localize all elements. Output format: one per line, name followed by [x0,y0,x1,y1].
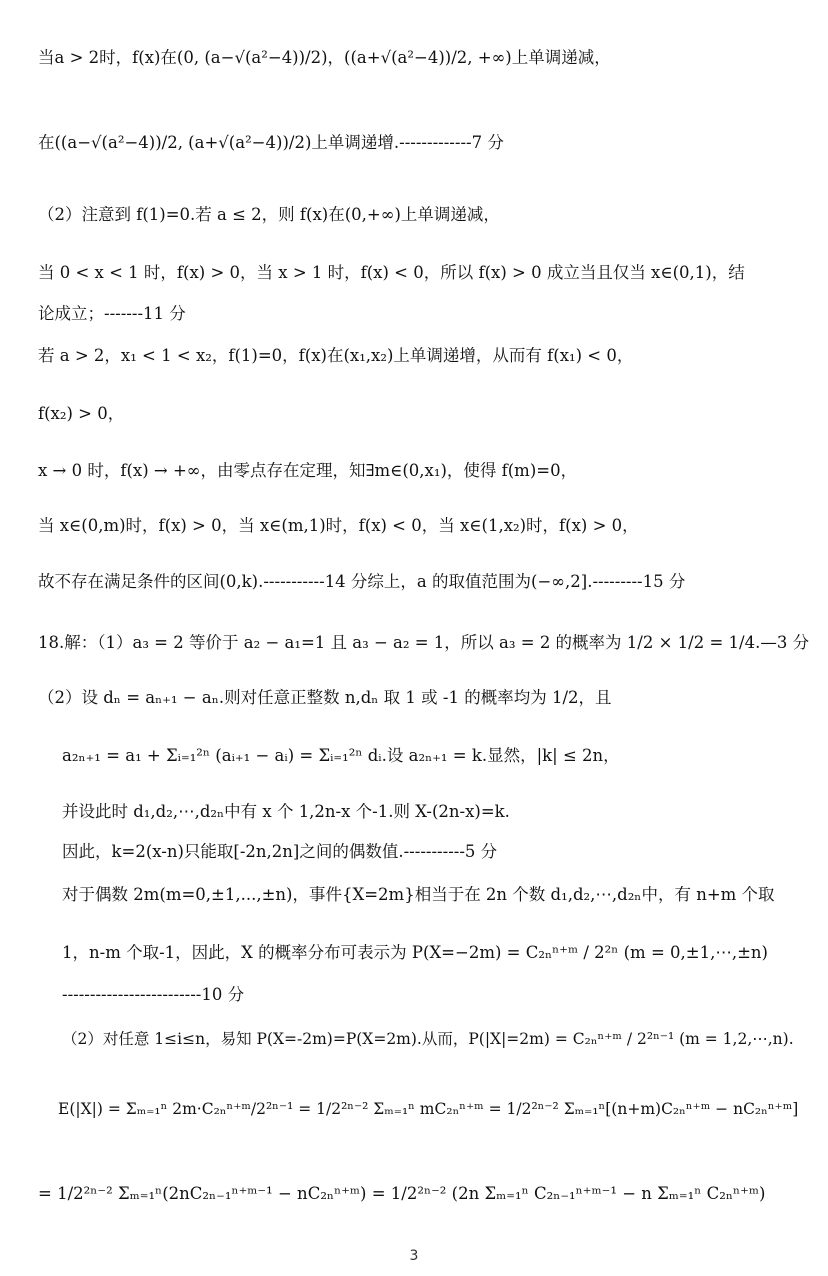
text-line-6: 若 a > 2，x₁ < 1 < x₂，f(1)=0，f(x)在(x₁,x₂)上单调递增，从而有 f(x₁) < 0， [38,346,634,365]
text-line-11: 18.解：（1）a₃ = 2 等价于 a₂ − a₁=1 且 a₃ − a₂ = 1，所以 a₃ = 2 的概率为 1/2 × 1/2 = 1/4.—3 分 [38,633,810,652]
text-line-15: 因此，k=2(x-n)只能取[-2n,2n]之间的偶数值.-----------5 分 [62,842,498,861]
page-number: 3 [409,1248,419,1264]
text-line-12: （2）设 dₙ = aₙ₊₁ − aₙ.则对任意正整数 n,dₙ 取 1 或 -1 的概率均为 1/2，且 [38,688,612,707]
text-line-10: 故不存在满足条件的区间(0,k).-----------14 分综上，a 的取值范围为(−∞,2].---------15 分 [38,572,686,591]
text-line-14: 并设此时 d₁,d₂,⋯,d₂ₙ中有 x 个 1,2n-x 个-1.则 X-(2n-x)=k. [62,802,510,821]
text-line-8: x → 0 时，f(x) → +∞，由零点存在定理，知∃m∈(0,x₁)，使得 f(m)=0， [38,461,578,480]
text-line-17: 1，n-m 个取-1，因此，X 的概率分布可表示为 P(X=−2m) = C₂ₙⁿ⁺ᵐ / 2²ⁿ (m = 0,±1,⋯,±n) [62,943,768,962]
text-line-20: E(|X|) = Σₘ₌₁ⁿ 2m·C₂ₙⁿ⁺ᵐ/2²ⁿ⁻¹ = 1/2²ⁿ⁻² Σₘ₌₁ⁿ mC₂ₙⁿ⁺ᵐ = 1/2²ⁿ⁻² Σₘ₌₁ⁿ[(n+m)C₂ₙⁿ⁺ᵐ − nC₂ₙⁿ⁺ᵐ] [58,1100,799,1118]
text-line-2: 在((a−√(a²−4))/2, (a+√(a²−4))/2)上单调递增.-------------7 分 [38,133,504,152]
text-line-13: a₂ₙ₊₁ = a₁ + Σᵢ₌₁²ⁿ (aᵢ₊₁ − aᵢ) = Σᵢ₌₁²ⁿ dᵢ.设 a₂ₙ₊₁ = k.显然，|k| ≤ 2n， [62,746,620,765]
text-line-21: = 1/2²ⁿ⁻² Σₘ₌₁ⁿ(2nC₂ₙ₋₁ⁿ⁺ᵐ⁻¹ − nC₂ₙⁿ⁺ᵐ) = 1/2²ⁿ⁻² (2n Σₘ₌₁ⁿ C₂ₙ₋₁ⁿ⁺ᵐ⁻¹ − n Σₘ₌₁ⁿ C₂ₙⁿ⁺ᵐ) [38,1184,766,1203]
text-line-18: -------------------------10 分 [62,985,245,1004]
text-line-9: 当 x∈(0,m)时，f(x) > 0，当 x∈(m,1)时，f(x) < 0，当 x∈(1,x₂)时，f(x) > 0， [38,516,639,535]
text-line-16: 对于偶数 2m(m=0,±1,...,±n)，事件{X=2m}相当于在 2n 个数 d₁,d₂,⋯,d₂ₙ中，有 n+m 个取 [62,885,775,904]
text-line-3: （2）注意到 f(1)=0.若 a ≤ 2，则 f(x)在(0,+∞)上单调递减， [38,205,500,224]
text-line-4: 当 0 < x < 1 时，f(x) > 0，当 x > 1 时，f(x) < 0，所以 f(x) > 0 成立当且仅当 x∈(0,1)，结 [38,263,745,282]
text-line-7: f(x₂) > 0， [38,404,125,423]
text-line-5: 论成立；-------11 分 [38,304,186,323]
text-line-19: （2）对任意 1≤i≤n，易知 P(X=-2m)=P(X=2m).从而，P(|X|=2m) = C₂ₙⁿ⁺ᵐ / 2²ⁿ⁻¹ (m = 1,2,⋯,n). [62,1030,794,1048]
text-line-1: 当a > 2时，f(x)在(0, (a−√(a²−4))/2)，((a+√(a²−4))/2, +∞)上单调递减， [38,48,611,67]
